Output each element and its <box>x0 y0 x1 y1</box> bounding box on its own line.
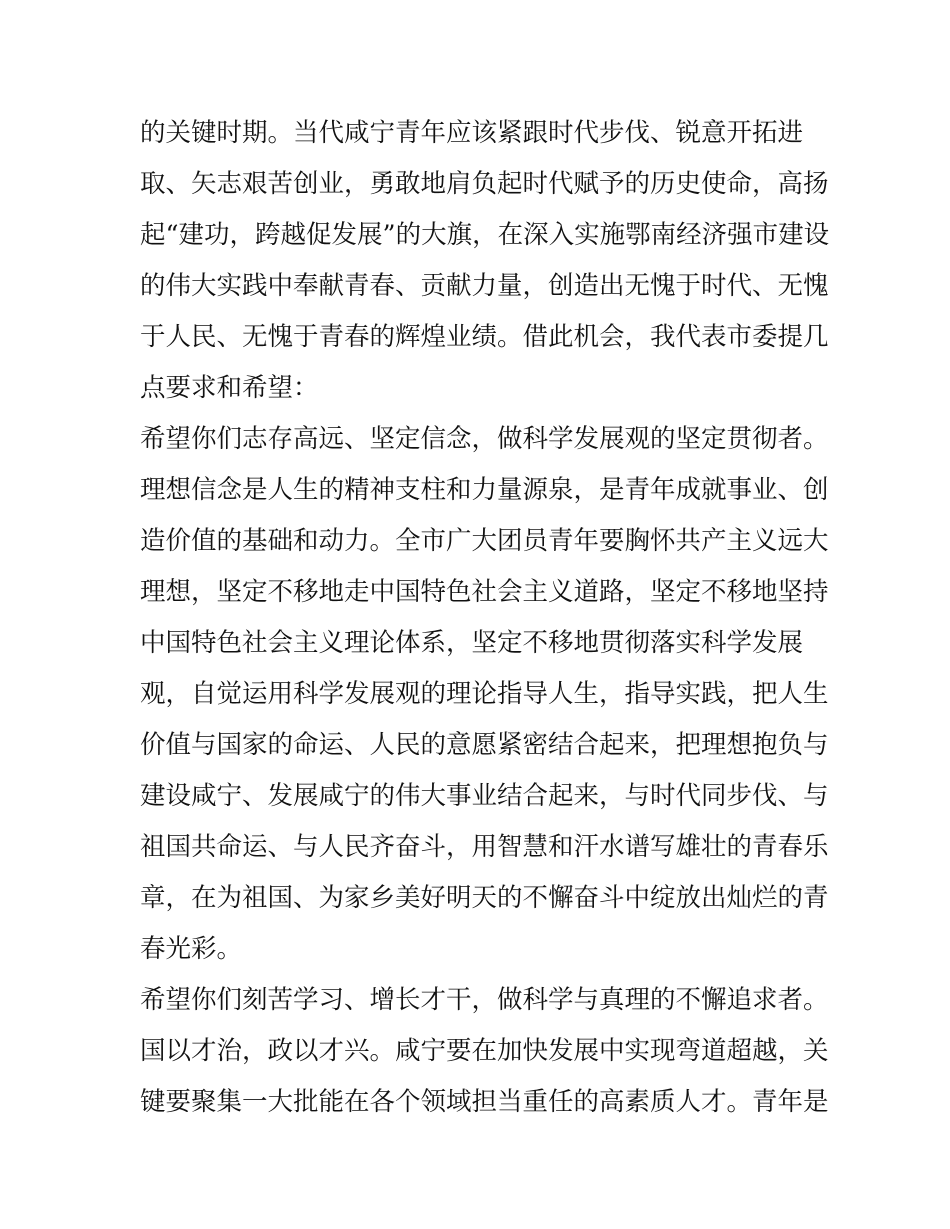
text-line: 希望你们刻苦学习、增长才干，做科学与真理的不懈追求者。 <box>140 985 829 1015</box>
text-line: 希望你们志存高远、坚定信念，做科学发展观的坚定贯彻者。 <box>140 424 829 454</box>
text-line: 理想，坚定不移地走中国特色社会主义道路，坚定不移地坚持 <box>140 577 829 607</box>
text-line: 键要聚集一大批能在各个领域担当重任的高素质人才。青年是 <box>140 1087 829 1117</box>
text-line: 取、矢志艰苦创业，勇敢地肩负起时代赋予的历史使命，高扬 <box>140 169 829 199</box>
document-body <box>140 108 830 1128</box>
text-line: 的关键时期。当代咸宁青年应该紧跟时代步伐、锐意开拓进 <box>140 118 804 148</box>
text-line: 起“建功，跨越促发展”的大旗，在深入实施鄂南经济强市建设 <box>140 220 830 250</box>
text-line: 建设咸宁、发展咸宁的伟大事业结合起来，与时代同步伐、与 <box>140 781 829 811</box>
text-line: 的伟大实践中奉献青春、贡献力量，创造出无愧于时代、无愧 <box>140 271 829 301</box>
text-line: 观，自觉运用科学发展观的理论指导人生，指导实践，把人生 <box>140 679 829 709</box>
text-line: 章，在为祖国、为家乡美好明天的不懈奋斗中绽放出灿烂的青 <box>140 883 829 913</box>
text-line: 祖国共命运、与人民齐奋斗，用智慧和汗水谱写雄壮的青春乐 <box>140 832 829 862</box>
text-line: 国以才治，政以才兴。咸宁要在加快发展中实现弯道超越，关 <box>140 1036 829 1066</box>
text-line: 造价值的基础和动力。全市广大团员青年要胸怀共产主义远大 <box>140 526 829 556</box>
text-line: 中国特色社会主义理论体系，坚定不移地贯彻落实科学发展 <box>140 628 804 658</box>
text-line: 价值与国家的命运、人民的意愿紧密结合起来，把理想抱负与 <box>140 730 829 760</box>
text-line: 春光彩。 <box>140 934 243 964</box>
text-line: 理想信念是人生的精神支柱和力量源泉，是青年成就事业、创 <box>140 475 829 505</box>
text-line: 于人民、无愧于青春的辉煌业绩。借此机会，我代表市委提几 <box>140 322 829 352</box>
text-line: 点要求和希望： <box>140 373 319 403</box>
